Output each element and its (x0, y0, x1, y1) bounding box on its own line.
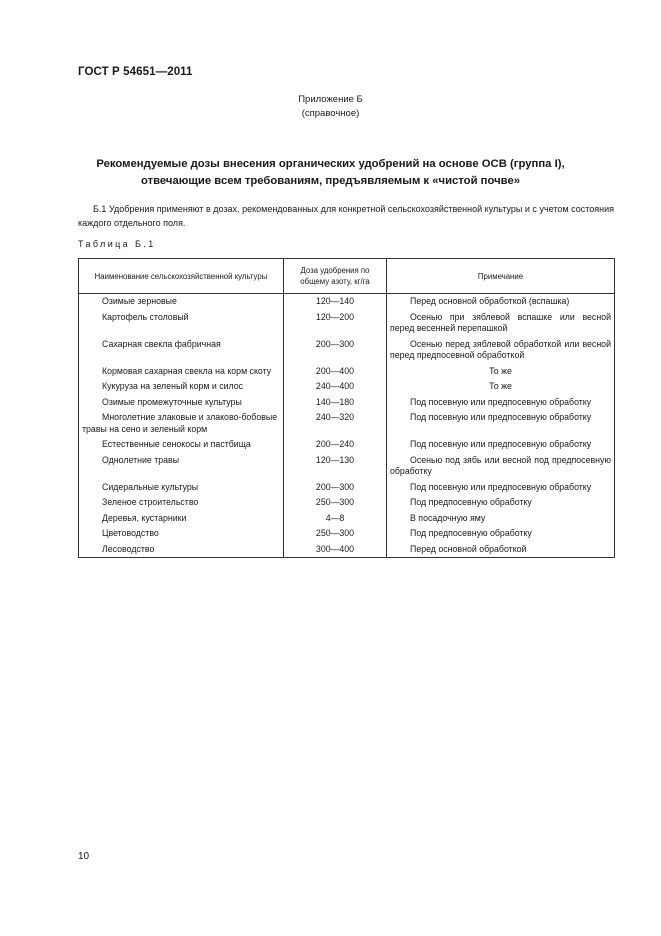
appendix-title: Приложение Б (298, 94, 363, 105)
appendix-note: (справочное) (301, 108, 360, 119)
cell-note: Под предпосевную обработку (387, 495, 615, 511)
cell-dose: 250—300 (284, 495, 387, 511)
cell-note: То же (387, 379, 615, 395)
table-caption: Таблица Б.1 (78, 239, 156, 249)
cell-dose: 200—300 (284, 337, 387, 364)
cell-dose: 250—300 (284, 526, 387, 542)
table-row (79, 480, 615, 496)
cell-crop: Многолетние злаковые и злаково-бобовые травы на сено и зеленый корм (79, 410, 284, 437)
table-row (79, 511, 615, 527)
cell-crop: Зеленое строительство (79, 495, 284, 511)
table-row (79, 337, 615, 364)
cell-note: Перед основной обработкой (вспашка) (387, 294, 615, 310)
cell-dose: 200—300 (284, 480, 387, 496)
cell-note: В посадочную яму (387, 511, 615, 527)
cell-note: Перед основной обработкой (387, 542, 615, 558)
cell-crop: Картофель столовый (79, 310, 284, 337)
cell-crop: Сахарная свекла фабричная (79, 337, 284, 364)
column-header-dose: Доза удобрения по общему азоту, кг/га (284, 259, 387, 294)
table-row (79, 542, 615, 558)
cell-note: Под предпосевную обработку (387, 526, 615, 542)
cell-dose: 140—180 (284, 395, 387, 411)
cell-note: Осенью при зяблевой вспашке или весной перед весенней перепашкой (387, 310, 615, 337)
table-header-row (79, 259, 615, 294)
cell-dose: 240—400 (284, 379, 387, 395)
cell-dose: 120—140 (284, 294, 387, 310)
heading-line-1: Рекомендуемые дозы внесения органических удобрений на основе ОСВ (группа I), (96, 158, 565, 170)
cell-note: Под посевную или предпосевную обработку (387, 437, 615, 453)
cell-crop: Однолетние травы (79, 453, 284, 480)
table-row (79, 526, 615, 542)
cell-note: Под посевную или предпосевную обработку (387, 480, 615, 496)
standard-number: ГОСТ Р 54651—2011 (78, 66, 193, 78)
cell-dose: 120—200 (284, 310, 387, 337)
table-row (79, 453, 615, 480)
cell-dose: 200—400 (284, 364, 387, 380)
cell-crop: Сидеральные культуры (79, 480, 284, 496)
table-row (79, 294, 615, 310)
table-body (79, 294, 615, 558)
cell-note: Осенью под зябь или весной под предпосевную обработку (387, 453, 615, 480)
table-row (79, 495, 615, 511)
table-row (79, 437, 615, 453)
cell-dose: 4—8 (284, 511, 387, 527)
cell-crop: Кукуруза на зеленый корм и силос (79, 379, 284, 395)
cell-note: То же (387, 364, 615, 380)
cell-dose: 120—130 (284, 453, 387, 480)
table-row (79, 395, 615, 411)
cell-note: Осенью перед зяблевой обработкой или весной перед предпосевной обработкой (387, 337, 615, 364)
heading-line-2: отвечающие всем требованиям, предъявляемым к «чистой почве» (140, 175, 521, 187)
cell-crop: Озимые промежуточные культуры (79, 395, 284, 411)
cell-dose: 200—240 (284, 437, 387, 453)
cell-note: Под посевную или предпосевную обработку (387, 395, 615, 411)
cell-dose: 240—320 (284, 410, 387, 437)
table-row (79, 410, 615, 437)
cell-note: Под посевную или предпосевную обработку (387, 410, 615, 437)
table-row (79, 379, 615, 395)
cell-crop: Естественные сенокосы и пастбища (79, 437, 284, 453)
table-row (79, 310, 615, 337)
cell-crop: Лесоводство (79, 542, 284, 558)
cell-dose: 300—400 (284, 542, 387, 558)
cell-crop: Цветоводство (79, 526, 284, 542)
paragraph-b1: Б.1 Удобрения применяют в дозах, рекомендованных для конкретной сельскохозяйственной культуры и с учетом состояния каждого отдельного поля. (78, 204, 614, 228)
fertilizer-dose-table (78, 258, 615, 558)
cell-crop: Деревья, кустарники (79, 511, 284, 527)
table-row (79, 364, 615, 380)
page-number: 10 (78, 851, 90, 862)
cell-crop: Кормовая сахарная свекла на корм скоту (79, 364, 284, 380)
column-header-crop: Наименование сельскохозяйственной культуры (79, 259, 284, 294)
column-header-note: Примечание (387, 259, 615, 294)
cell-crop: Озимые зерновые (79, 294, 284, 310)
